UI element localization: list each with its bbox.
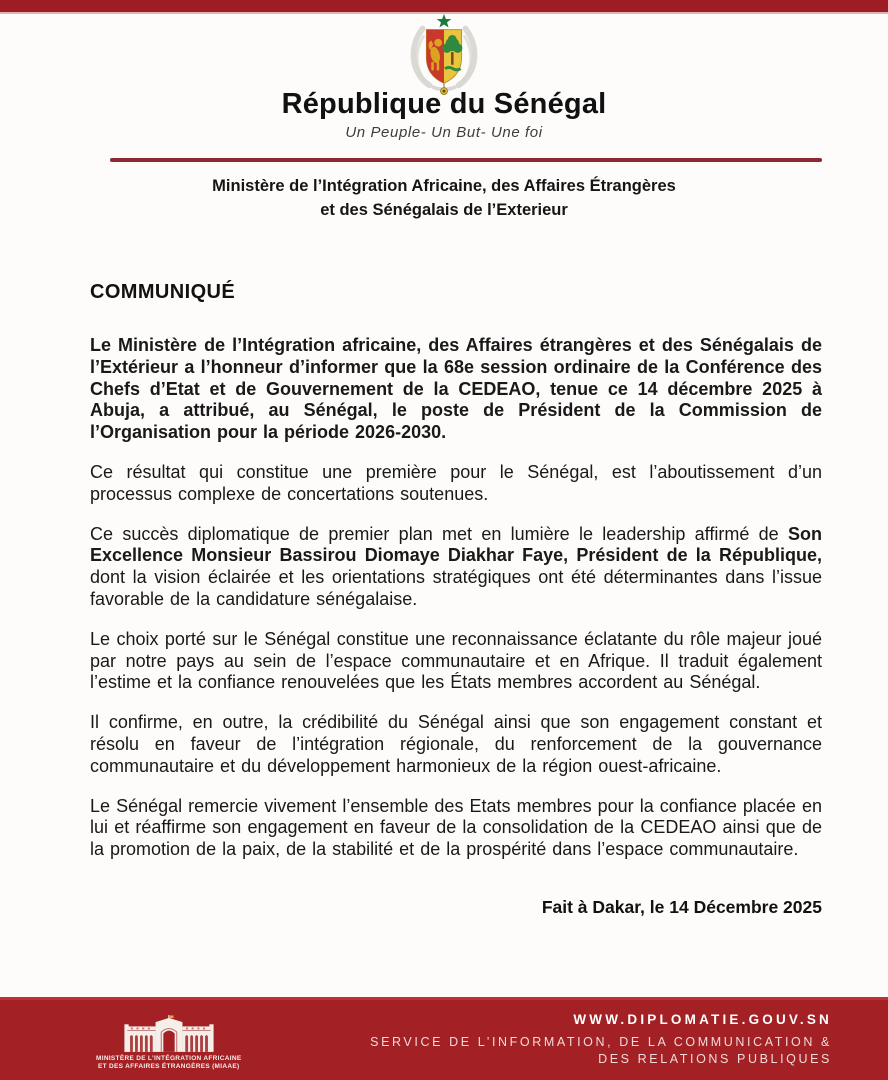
ministry-building-icon <box>123 1015 215 1052</box>
national-motto: Un Peuple- Un But- Une foi <box>345 124 543 141</box>
ministry-line-2: et des Sénégalais de l’Exterieur <box>320 201 568 219</box>
paragraph-2: Ce résultat qui constitue une première pour le Sénégal, est l’aboutissement d’un processus complexe de concertations soutenues. <box>90 461 822 504</box>
green-star <box>437 14 452 28</box>
dateline: Fait à Dakar, le 14 Décembre 2025 <box>541 896 822 917</box>
top-red-bar <box>0 0 888 14</box>
footer-service-line-1: SERVICE DE L’INFORMATION, DE LA COMMUNICATION & <box>370 1035 832 1049</box>
ministry-logo <box>96 1015 242 1072</box>
ministry-name <box>0 174 888 222</box>
paragraph-6: Le Sénégal remercie vivement l’ensemble des Etats membres pour la confiance placée en lui et réaffirme son engagement en faveur de la consolidation de la CEDEAO ainsi que de la promotion de la paix, de la stabilité et de la prospérité dans l’espace communautaire. <box>90 795 822 860</box>
document-title: COMMUNIQUÉ <box>90 281 236 303</box>
paragraph-3-post: dont la vision éclairée et les orientations stratégiques ont été déterminantes dans l’issue favorable de la candidature sénégalaise. <box>90 567 822 609</box>
paragraph-1: Le Ministère de l’Intégration africaine, des Affaires étrangères et des Sénégalais de l’Extérieur a l’honneur d’informer que la 68e session ordinaire de la Conférence des Chefs d’Etat et de Gouvernement de la CEDEAO, tenue ce 14 décembre 2025 à Abuja, a attribué, au Sénégal, le poste de Président de la Commission de l’Organisation pour la période 2026-2030. <box>90 335 822 443</box>
header-divider <box>110 158 822 162</box>
document-body <box>90 281 822 918</box>
paragraph-3 <box>90 524 822 611</box>
footer-band <box>0 997 888 1080</box>
logo-caption-line-2: ET DES AFFAIRES ÉTRANGÈRES (MIAAE) <box>98 1063 240 1070</box>
senegal-coat-of-arms-icon <box>388 13 500 95</box>
paragraph-3-pre: Ce succès diplomatique de premier plan met en lumière le leadership affirmé de <box>90 523 788 544</box>
ministry-line-1: Ministère de l’Intégration Africaine, des Affaires Étrangères <box>212 177 676 195</box>
paragraph-5: Il confirme, en outre, la crédibilité du Sénégal ainsi que son engagement constant et résolu en faveur de l’intégration régionale, du renforcement de la gouvernance communautaire et du développement harmonieux de la région ouest-africaine. <box>90 712 822 776</box>
footer-website: WWW.DIPLOMATIE.GOUV.SN <box>573 1012 832 1027</box>
footer-contact-block <box>370 1012 832 1068</box>
footer-service-line-2: DES RELATIONS PUBLIQUES <box>598 1052 832 1066</box>
paragraph-3-president-name: Son Excellence Monsieur Bassirou Diomaye Diakhar Faye, Président de la République, <box>90 523 822 566</box>
logo-caption-line-1: MINISTÈRE DE L’INTÉGRATION AFRICAINE <box>96 1054 242 1062</box>
ministry-logo-caption <box>96 1055 242 1072</box>
paragraph-4: Le choix porté sur le Sénégal constitue une reconnaissance éclatante du rôle majeur joué par notre pays au sein de l’espace communautaire et en Afrique. Il traduit également l’estime et la confiance renouvelées que les États membres accordent au Sénégal. <box>90 628 822 693</box>
country-title: République du Sénégal <box>281 88 607 120</box>
